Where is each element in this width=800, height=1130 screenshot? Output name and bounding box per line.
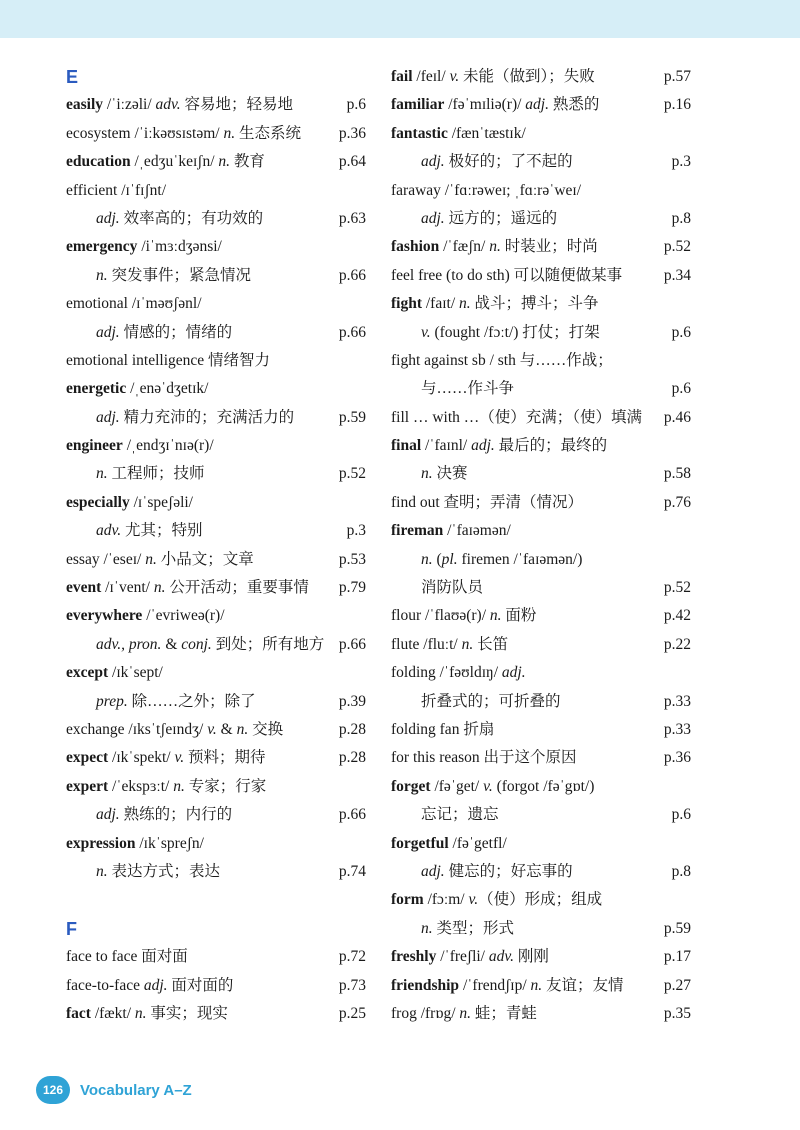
glossary-entry (66, 319, 366, 347)
glossary-entry (391, 91, 691, 119)
glossary-entry (66, 801, 366, 829)
entry-part-of-speech: n. (459, 1004, 471, 1022)
glossary-entry (66, 489, 366, 517)
entry-pronunciation: /ˈfrendʃɪp/ (459, 976, 531, 994)
entry-headword: event (66, 579, 102, 597)
entry-definition: 战斗；搏斗；斗争 (470, 295, 599, 313)
glossary-entry (391, 148, 691, 176)
entry-definition: 远方的；遥远的 (444, 209, 558, 227)
entry-headword: expression (66, 834, 136, 852)
entry-page-ref: p.52 (663, 238, 691, 256)
entry-page-ref: p.3 (346, 522, 366, 540)
entry-definition: 刚刚 (513, 948, 549, 966)
entry-page-ref: p.79 (338, 579, 366, 597)
entry-pronunciation: /ˈfəʊldɪŋ/ (435, 664, 502, 682)
entry-headword: fireman (391, 522, 444, 540)
glossary-entry (66, 716, 366, 744)
entry-page-ref: p.33 (663, 720, 691, 738)
entry-headword: fight (391, 295, 422, 313)
entry-part-of-speech: pl. (441, 550, 458, 568)
entry-phrase: efficient (66, 181, 118, 199)
glossary-entry (66, 460, 366, 488)
entry-part-of-speech: n. (173, 777, 185, 795)
glossary-entry (391, 801, 691, 829)
glossary-entry (391, 858, 691, 886)
entry-phrase: face to face (66, 948, 138, 966)
entry-definition: 与……作斗争 (421, 380, 515, 398)
entry-pronunciation: /ˈevriweə(r)/ (142, 607, 225, 625)
entry-pronunciation: /fækt/ (90, 1004, 135, 1022)
glossary-entry (66, 972, 366, 1000)
entry-page-ref: p.76 (663, 493, 691, 511)
entry-pronunciation: /ˈiːzəli/ (103, 96, 156, 114)
entry-part-of-speech: adj. (96, 408, 120, 426)
entry-part-of-speech: n. (96, 266, 108, 284)
entry-definition: 公开活动；重要事情 (165, 579, 309, 597)
entry-headword: fail (391, 68, 413, 85)
entry-pronunciation: /ˈfaɪəmən/ (443, 522, 511, 540)
entry-headword: engineer (66, 437, 123, 455)
entry-part-of-speech: adj. (421, 209, 445, 227)
entry-definition: 交换 (248, 720, 284, 738)
entry-page-ref: p.35 (663, 1004, 691, 1022)
entry-phrase: folding (391, 664, 436, 682)
entry-headword: final (391, 437, 422, 455)
entry-page-ref: p.6 (346, 96, 366, 114)
entry-part-of-speech: n. (153, 579, 166, 597)
entry-part-of-speech: n. (421, 919, 433, 937)
glossary-entry (66, 290, 366, 318)
glossary-entry (391, 688, 691, 716)
entry-phrase: fight against sb / sth (391, 351, 516, 369)
entry-definition: （使）形成；组成 (478, 891, 603, 909)
entry-pronunciation: /faɪt/ (422, 295, 460, 313)
entry-page-ref: p.33 (663, 692, 691, 710)
glossary-entry (391, 319, 691, 347)
entry-headword: fashion (391, 238, 440, 256)
entry-headword: expect (66, 749, 109, 767)
entry-definition: & (216, 720, 237, 738)
entry-definition: 忘记；遗忘 (421, 806, 499, 824)
entry-page-ref: p.8 (671, 209, 691, 227)
entry-page-ref: p.6 (671, 806, 691, 824)
glossary-entry (66, 404, 366, 432)
entry-page-ref: p.46 (663, 408, 691, 426)
glossary-entry (391, 972, 691, 1000)
entry-definition: 精力充沛的；充满活力的 (119, 408, 295, 426)
entry-pronunciation: /ɪˈməʊʃənl/ (128, 295, 202, 313)
entry-pronunciation: /ˈflaʊə(r)/ (421, 607, 490, 625)
entry-definition: 专家；行家 (184, 777, 267, 795)
entry-definition: 熟练的；内行的 (119, 806, 233, 824)
glossary-entry (66, 177, 366, 205)
entry-phrase: frog (391, 1004, 417, 1022)
entry-headword: forgetful (391, 834, 449, 852)
section-spacer (66, 886, 366, 914)
page-number-badge: 126 (36, 1076, 70, 1104)
glossary-entry (391, 517, 691, 545)
page-footer (36, 1076, 192, 1104)
entry-pronunciation: /fəˈget/ (430, 777, 484, 795)
entry-part-of-speech: adj. (501, 664, 526, 682)
entry-part-of-speech: n. (223, 124, 236, 142)
entry-pronunciation: /ˈekspɜːt/ (108, 777, 174, 795)
glossary-column-right (391, 63, 691, 1028)
glossary-entry (391, 404, 691, 432)
entry-part-of-speech: adj. (96, 323, 120, 341)
glossary-entry (391, 290, 691, 318)
entry-part-of-speech: n. (459, 295, 471, 313)
entry-part-of-speech: v. (421, 323, 431, 341)
entry-headword: everywhere (66, 607, 143, 625)
entry-headword: education (66, 153, 131, 171)
entry-page-ref: p.57 (663, 68, 691, 85)
glossary-entry (391, 546, 691, 574)
entry-definition: 长笛 (473, 635, 509, 653)
entry-page-ref: p.3 (671, 153, 691, 171)
entry-pronunciation: /ɪˈvent/ (101, 579, 154, 597)
entry-pronunciation: /ɪkˈspekt/ (108, 749, 175, 767)
entry-pronunciation: /ˈfreʃli/ (436, 948, 489, 966)
entry-page-ref: p.59 (338, 408, 366, 426)
section-letter (66, 915, 366, 943)
glossary-entry (66, 205, 366, 233)
entry-pronunciation: /fluːt/ (419, 635, 462, 653)
glossary-entry (66, 432, 366, 460)
entry-pronunciation: /ˈiːkəʊsɪstəm/ (130, 124, 224, 142)
entry-part-of-speech: n. (530, 976, 543, 994)
entry-definition: 事实；现实 (146, 1004, 228, 1022)
entry-page-ref: p.73 (338, 976, 366, 994)
section-letter-label: E (66, 67, 79, 87)
entry-definition: 健忘的；好忘事的 (444, 862, 573, 880)
entry-definition: 折叠式的；可折叠的 (421, 692, 561, 710)
glossary-entry (66, 1000, 366, 1028)
entry-part-of-speech: adj. (471, 437, 495, 455)
glossary-entry (391, 602, 691, 630)
entry-page-ref: p.36 (663, 749, 691, 767)
glossary-entry (391, 943, 691, 971)
entry-pronunciation: /fɔːm/ (423, 891, 469, 909)
entry-part-of-speech: n. (461, 635, 474, 653)
section-letter (66, 63, 366, 91)
entry-definition: 突发事件；紧急情况 (107, 266, 252, 284)
entry-definition: 表达方式；表达 (107, 862, 221, 880)
entry-definition: ( (432, 550, 442, 568)
entry-definition: 友谊；友情 (542, 976, 624, 994)
entry-pronunciation: 可以随便做某事 (509, 266, 623, 284)
entry-phrase: find out (391, 493, 440, 511)
glossary-entry (66, 602, 366, 630)
entry-pronunciation: 与……作战； (515, 351, 613, 369)
entry-page-ref: p.63 (338, 209, 366, 227)
glossary-entry (66, 91, 366, 119)
entry-pronunciation: 情绪智力 (204, 351, 271, 369)
glossary-entry (66, 347, 366, 375)
entry-part-of-speech: n. (421, 465, 433, 483)
entry-page-ref: p.8 (671, 862, 691, 880)
entry-pronunciation: /ɪˈfɪʃnt/ (117, 181, 167, 199)
entry-phrase: for this reason (391, 749, 480, 767)
entry-pronunciation: /fəˈgetfl/ (448, 834, 507, 852)
entry-headword: forget (391, 777, 431, 795)
entry-part-of-speech: v. (483, 777, 493, 795)
entry-part-of-speech: adv. (96, 522, 122, 540)
entry-phrase: feel free (to do sth) (391, 266, 510, 284)
glossary-entry (66, 688, 366, 716)
entry-page-ref: p.27 (663, 976, 691, 994)
glossary-entry (66, 546, 366, 574)
entry-phrase: fill … with … (391, 408, 480, 426)
entry-phrase: essay (66, 550, 100, 568)
glossary-entry (391, 432, 691, 460)
entry-pronunciation: 出于这个原因 (479, 749, 577, 767)
glossary-entry (391, 773, 691, 801)
entry-headword: fantastic (391, 124, 448, 142)
entry-definition: firemen /ˈfaɪəmən/) (457, 550, 583, 568)
entry-phrase: flour (391, 607, 422, 625)
entry-part-of-speech: adv., pron. (96, 635, 162, 653)
entry-page-ref: p.25 (338, 1004, 366, 1022)
entry-part-of-speech: adj. (525, 96, 549, 114)
entry-page-ref: p.72 (338, 948, 366, 966)
entry-page-ref: p.39 (338, 692, 366, 710)
entry-pronunciation: /ˌendʒɪˈnɪə(r)/ (122, 437, 214, 455)
glossary-entry (391, 120, 691, 148)
glossary-entry (391, 489, 691, 517)
entry-definition: 最后的；最终的 (494, 437, 608, 455)
entry-pronunciation: /ˈfæʃn/ (439, 238, 490, 256)
top-band (0, 0, 800, 38)
entry-page-ref: p.28 (338, 720, 366, 738)
entry-page-ref: p.52 (338, 465, 366, 483)
entry-page-ref: p.66 (338, 266, 366, 284)
entry-definition: 类型；形式 (432, 919, 515, 937)
glossary-entry (66, 262, 366, 290)
entry-pronunciation: /ɪˈspeʃəli/ (129, 493, 193, 511)
entry-definition: 面粉 (501, 607, 537, 625)
entry-pronunciation: /iˈmɜːdʒənsi/ (137, 238, 222, 256)
entry-headword: easily (66, 96, 104, 114)
entry-pronunciation: /ɪkˈspreʃn/ (135, 834, 204, 852)
entry-part-of-speech: v. (468, 891, 479, 909)
entry-pronunciation: 折扇 (459, 720, 495, 738)
entry-part-of-speech: n. (134, 1004, 147, 1022)
entry-part-of-speech: n. (489, 607, 502, 625)
entry-definition: 小品文；文章 (156, 550, 254, 568)
entry-definition: 到处；所有地方 (211, 635, 325, 653)
entry-page-ref: p.6 (671, 380, 691, 398)
entry-headword: friendship (391, 976, 460, 994)
entry-definition: (fought /fɔːt/) 打仗；打架 (430, 323, 600, 341)
entry-phrase: flute (391, 635, 420, 653)
entry-page-ref: p.64 (338, 153, 366, 171)
entry-page-ref: p.59 (663, 919, 691, 937)
entry-phrase: face-to-face (66, 976, 140, 994)
entry-part-of-speech: adj. (96, 806, 120, 824)
entry-headword: expert (66, 777, 109, 795)
section-title: Vocabulary A–Z (80, 1081, 192, 1099)
glossary-entry (66, 744, 366, 772)
entry-part-of-speech: n. (145, 550, 157, 568)
glossary-entry (66, 830, 366, 858)
entry-part-of-speech: n. (96, 862, 108, 880)
entry-page-ref: p.52 (663, 579, 691, 597)
entry-part-of-speech: adj. (96, 209, 120, 227)
entry-pronunciation: /ˈfɑːrəweɪ; ˌfɑːrəˈweɪ/ (440, 181, 582, 199)
entry-definition: 尤其；特别 (121, 522, 203, 540)
glossary-entry (391, 915, 691, 943)
entry-headword: especially (66, 493, 130, 511)
glossary-entry (66, 773, 366, 801)
entry-page-ref: p.17 (663, 948, 691, 966)
glossary-entry (391, 233, 691, 261)
entry-part-of-speech: adv. (155, 96, 181, 114)
entry-page-ref: p.66 (338, 635, 366, 653)
entry-pronunciation: 查明；弄清（情况） (439, 493, 584, 511)
entry-definition: 决赛 (432, 465, 468, 483)
glossary-entry (391, 205, 691, 233)
glossary-entry (391, 830, 691, 858)
entry-page-ref: p.22 (663, 635, 691, 653)
entry-phrase: emotional intelligence (66, 351, 205, 369)
glossary-column-left (66, 63, 366, 1028)
glossary-entry (391, 659, 691, 687)
entry-definition: 除……之外；除了 (127, 692, 256, 710)
glossary-entry (391, 744, 691, 772)
glossary-entry (391, 574, 691, 602)
glossary-entry (391, 631, 691, 659)
entry-part-of-speech: n. (96, 465, 108, 483)
entry-page-ref: p.66 (338, 323, 366, 341)
entry-definition: 极好的；了不起的 (444, 153, 573, 171)
entry-part-of-speech: n. (489, 238, 501, 256)
entry-definition: 情感的；情绪的 (119, 323, 233, 341)
entry-part-of-speech: n. (236, 720, 249, 738)
entry-pronunciation: （使）充满；（使）填满 (479, 408, 643, 426)
entry-headword: energetic (66, 380, 127, 398)
entry-page-ref: p.16 (663, 96, 691, 114)
entry-definition: 效率高的；有功效的 (119, 209, 264, 227)
entry-part-of-speech: adj. (143, 976, 168, 994)
entry-page-ref: p.53 (338, 550, 366, 568)
entry-phrase: folding fan (391, 720, 460, 738)
entry-page-ref: p.42 (663, 607, 691, 625)
entry-headword: fact (66, 1004, 91, 1022)
glossary-entry (391, 716, 691, 744)
entry-phrase: exchange (66, 720, 125, 738)
entry-phrase: ecosystem (66, 124, 131, 142)
entry-page-ref: p.58 (663, 465, 691, 483)
glossary-entry (66, 631, 366, 659)
glossary-entry (66, 375, 366, 403)
entry-part-of-speech: adv. (488, 948, 514, 966)
entry-definition: 生态系统 (235, 124, 301, 142)
entry-pronunciation: /ɪkˈsept/ (108, 664, 163, 682)
entry-pronunciation: /ˌenəˈdʒetɪk/ (126, 380, 209, 398)
entry-pronunciation: 面对面 (137, 948, 188, 966)
entry-headword: freshly (391, 948, 437, 966)
entry-part-of-speech: adj. (421, 153, 445, 171)
entry-definition: & (161, 635, 182, 653)
glossary-entry (66, 574, 366, 602)
entry-definition: 预料；期待 (184, 749, 266, 767)
entry-pronunciation: /ɪksˈtʃeɪndʒ/ (124, 720, 208, 738)
entry-definition: 工程师；技师 (107, 465, 205, 483)
entry-part-of-speech: v. (449, 68, 460, 85)
entry-pronunciation: /ˈfaɪnl/ (421, 437, 472, 455)
entry-definition: (forgot /fəˈgɒt/) (492, 777, 595, 795)
glossary-entry (66, 943, 366, 971)
entry-pronunciation: /feɪl/ (412, 68, 450, 85)
entry-part-of-speech: conj. (181, 635, 212, 653)
entry-page-ref: p.66 (338, 806, 366, 824)
entry-headword: except (66, 664, 109, 682)
glossary-entry (66, 659, 366, 687)
glossary-entry (391, 375, 691, 403)
entry-definition: 面对面的 (167, 976, 234, 994)
entry-definition: 时装业；时尚 (500, 238, 598, 256)
glossary-entry (66, 233, 366, 261)
section-letter-label: F (66, 918, 77, 939)
glossary-entry (391, 177, 691, 205)
entry-pronunciation: /fəˈmɪliə(r)/ (444, 96, 526, 114)
entry-part-of-speech: prep. (96, 692, 128, 710)
entry-headword: familiar (391, 96, 445, 114)
entry-phrase: emotional (66, 295, 128, 313)
glossary-entry (66, 120, 366, 148)
entry-pronunciation: /fænˈtæstɪk/ (447, 124, 526, 142)
entry-pronunciation: /frɒg/ (416, 1004, 460, 1022)
entry-part-of-speech: n. (218, 153, 231, 171)
glossary-entry (391, 347, 691, 375)
glossary-entry (391, 262, 691, 290)
glossary-entry (66, 858, 366, 886)
glossary-entry (66, 517, 366, 545)
entry-definition: 消防队员 (421, 579, 484, 597)
entry-part-of-speech: v. (207, 720, 217, 738)
glossary-entry (391, 1000, 691, 1028)
entry-page-ref: p.74 (338, 862, 366, 880)
entry-page-ref: p.34 (663, 266, 691, 284)
entry-page-ref: p.36 (338, 124, 366, 142)
glossary-entry (66, 148, 366, 176)
entry-phrase: faraway (391, 181, 441, 199)
entry-part-of-speech: v. (174, 749, 185, 767)
entry-definition: 未能（做到）；失败 (459, 68, 595, 85)
entry-definition: 教育 (230, 153, 265, 171)
entry-headword: emergency (66, 238, 138, 256)
entry-definition: 容易地；轻易地 (180, 96, 294, 114)
entry-definition: 熟悉的 (548, 96, 600, 114)
glossary-entry (391, 886, 691, 914)
entry-part-of-speech: adj. (421, 862, 445, 880)
entry-headword: form (391, 891, 424, 909)
entry-page-ref: p.28 (338, 749, 366, 767)
glossary-entry (391, 460, 691, 488)
entry-page-ref: p.6 (671, 323, 691, 341)
entry-part-of-speech: n. (421, 550, 433, 568)
entry-pronunciation: /ˈeseɪ/ (99, 550, 146, 568)
glossary-entry (391, 63, 691, 91)
entry-pronunciation: /ˌedʒuˈkeɪʃn/ (130, 153, 219, 171)
entry-definition: 蛙；青蛙 (471, 1004, 537, 1022)
